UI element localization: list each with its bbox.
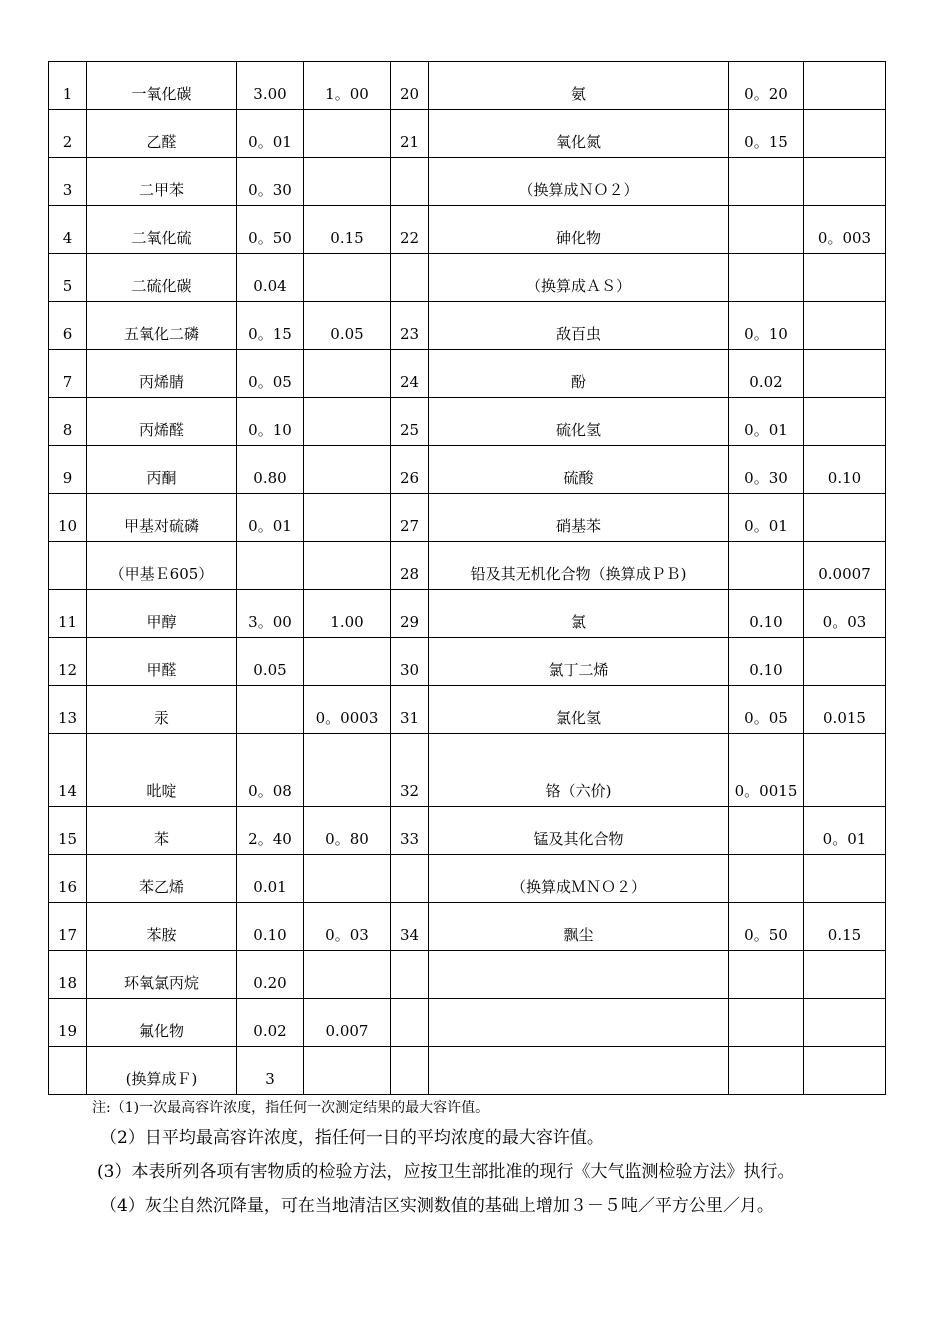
table-row xyxy=(49,807,886,855)
table-row xyxy=(49,951,886,999)
cell-left-max-once: 0。50 xyxy=(237,206,304,254)
cell-right-daily-avg xyxy=(804,110,886,158)
note-3: (3）本表所列各项有害物质的检验方法，应按卫生部批准的现行《大气监测检验方法》执行。 xyxy=(97,1162,795,1182)
cell-left-substance: 甲醛 xyxy=(87,638,237,686)
cell-right-number: 29 xyxy=(391,590,429,638)
cell-left-number: 6 xyxy=(49,302,87,350)
table-row xyxy=(49,903,886,951)
cell-left-number: 8 xyxy=(49,398,87,446)
cell-right-substance: 硫化氢 xyxy=(429,398,729,446)
cell-left-substance: 甲醇 xyxy=(87,590,237,638)
cell-left-substance: 二硫化碳 xyxy=(87,254,237,302)
cell-left-substance: 二甲苯 xyxy=(87,158,237,206)
cell-right-number xyxy=(391,855,429,903)
cell-right-max-once xyxy=(729,206,804,254)
note-2: （2）日平均最高容许浓度，指任何一日的平均浓度的最大容许值。 xyxy=(100,1128,604,1148)
table-row xyxy=(49,638,886,686)
table-row xyxy=(49,110,886,158)
cell-left-max-once xyxy=(237,542,304,590)
cell-right-max-once: 0。01 xyxy=(729,398,804,446)
cell-right-number: 25 xyxy=(391,398,429,446)
cell-right-daily-avg xyxy=(804,638,886,686)
cell-left-daily-avg: 0。03 xyxy=(304,903,391,951)
cell-left-max-once: 0.01 xyxy=(237,855,304,903)
cell-left-daily-avg xyxy=(304,254,391,302)
cell-left-max-once: 0。30 xyxy=(237,158,304,206)
cell-right-substance xyxy=(429,1047,729,1095)
cell-right-substance: 氧化氮 xyxy=(429,110,729,158)
cell-right-substance: 氯化氢 xyxy=(429,686,729,734)
cell-right-number: 32 xyxy=(391,734,429,807)
cell-left-number: 1 xyxy=(49,62,87,110)
cell-left-daily-avg: 1。00 xyxy=(304,62,391,110)
cell-left-substance: （甲基Ｅ605） xyxy=(87,542,237,590)
cell-right-max-once: 0.10 xyxy=(729,590,804,638)
cell-right-number: 30 xyxy=(391,638,429,686)
table-row xyxy=(49,302,886,350)
cell-right-max-once: 0。10 xyxy=(729,302,804,350)
table-notes xyxy=(0,1095,950,1223)
cell-left-daily-avg: 0。0003 xyxy=(304,686,391,734)
cell-right-max-once: 0。30 xyxy=(729,446,804,494)
cell-right-max-once xyxy=(729,951,804,999)
cell-left-daily-avg: 0。80 xyxy=(304,807,391,855)
cell-left-daily-avg xyxy=(304,951,391,999)
cell-right-number: 23 xyxy=(391,302,429,350)
cell-right-max-once: 0。0015 xyxy=(729,734,804,807)
cell-right-substance: 氨 xyxy=(429,62,729,110)
cell-left-daily-avg: 0.15 xyxy=(304,206,391,254)
cell-right-number xyxy=(391,999,429,1047)
cell-left-number: 10 xyxy=(49,494,87,542)
cell-left-daily-avg: 0.007 xyxy=(304,999,391,1047)
cell-right-daily-avg xyxy=(804,951,886,999)
table-row xyxy=(49,62,886,110)
cell-right-daily-avg xyxy=(804,350,886,398)
cell-right-substance: 硫酸 xyxy=(429,446,729,494)
cell-left-daily-avg xyxy=(304,110,391,158)
cell-left-substance: 甲基对硫磷 xyxy=(87,494,237,542)
cell-right-max-once: 0。15 xyxy=(729,110,804,158)
cell-left-max-once: 0。05 xyxy=(237,350,304,398)
cell-left-substance: 汞 xyxy=(87,686,237,734)
cell-right-number: 34 xyxy=(391,903,429,951)
cell-right-number xyxy=(391,1047,429,1095)
cell-left-substance: 乙醛 xyxy=(87,110,237,158)
cell-left-max-once: 0.04 xyxy=(237,254,304,302)
cell-right-number: 22 xyxy=(391,206,429,254)
table-row xyxy=(49,999,886,1047)
cell-right-daily-avg xyxy=(804,254,886,302)
cell-left-number: 13 xyxy=(49,686,87,734)
cell-right-substance xyxy=(429,999,729,1047)
note-4: （4）灰尘自然沉降量，可在当地清洁区实测数值的基础上增加３－５吨／平方公里／月。 xyxy=(100,1196,774,1216)
cell-left-daily-avg xyxy=(304,158,391,206)
cell-right-daily-avg xyxy=(804,158,886,206)
table-row xyxy=(49,542,886,590)
cell-right-substance xyxy=(429,951,729,999)
cell-left-max-once: 0.20 xyxy=(237,951,304,999)
table-row xyxy=(49,734,886,807)
cell-left-daily-avg xyxy=(304,350,391,398)
cell-left-max-once: 0.10 xyxy=(237,903,304,951)
cell-left-daily-avg xyxy=(304,542,391,590)
cell-left-number: 7 xyxy=(49,350,87,398)
cell-right-max-once: 0。20 xyxy=(729,62,804,110)
cell-right-substance: 硝基苯 xyxy=(429,494,729,542)
cell-left-daily-avg: 0.05 xyxy=(304,302,391,350)
cell-right-substance: 酚 xyxy=(429,350,729,398)
cell-right-number: 27 xyxy=(391,494,429,542)
table-row xyxy=(49,206,886,254)
cell-right-substance: 铬（六价) xyxy=(429,734,729,807)
cell-right-daily-avg xyxy=(804,302,886,350)
cell-left-number: 11 xyxy=(49,590,87,638)
cell-left-max-once: 0.80 xyxy=(237,446,304,494)
table-row xyxy=(49,590,886,638)
cell-right-max-once xyxy=(729,254,804,302)
cell-right-number: 24 xyxy=(391,350,429,398)
cell-left-max-once: 0。15 xyxy=(237,302,304,350)
cell-left-substance: 丙烯醛 xyxy=(87,398,237,446)
cell-left-max-once: 0.05 xyxy=(237,638,304,686)
table-row xyxy=(49,158,886,206)
cell-right-substance: 敌百虫 xyxy=(429,302,729,350)
cell-right-daily-avg: 0.10 xyxy=(804,446,886,494)
cell-right-max-once xyxy=(729,1047,804,1095)
cell-left-daily-avg xyxy=(304,855,391,903)
cell-left-substance: 丙酮 xyxy=(87,446,237,494)
cell-right-substance: 砷化物 xyxy=(429,206,729,254)
cell-left-daily-avg xyxy=(304,638,391,686)
cell-right-daily-avg xyxy=(804,494,886,542)
cell-right-daily-avg xyxy=(804,855,886,903)
cell-right-substance: 氯丁二烯 xyxy=(429,638,729,686)
cell-right-daily-avg: 0.15 xyxy=(804,903,886,951)
note-1: 注:（1)一次最高容许浓度，指任何一次测定结果的最大容许值。 xyxy=(92,1100,490,1116)
cell-left-daily-avg xyxy=(304,734,391,807)
cell-right-max-once xyxy=(729,999,804,1047)
cell-left-substance: 苯乙烯 xyxy=(87,855,237,903)
pollutant-limits-table xyxy=(48,61,886,1095)
cell-right-substance: 飘尘 xyxy=(429,903,729,951)
cell-left-max-once: 0。01 xyxy=(237,494,304,542)
cell-left-number xyxy=(49,1047,87,1095)
cell-left-max-once: 0。01 xyxy=(237,110,304,158)
cell-left-number: 15 xyxy=(49,807,87,855)
cell-left-daily-avg: 1.00 xyxy=(304,590,391,638)
cell-right-max-once: 0。05 xyxy=(729,686,804,734)
table-row xyxy=(49,398,886,446)
table-row xyxy=(49,855,886,903)
cell-right-substance: （换算成ＡＳ） xyxy=(429,254,729,302)
cell-right-substance: 锰及其化合物 xyxy=(429,807,729,855)
cell-right-daily-avg xyxy=(804,999,886,1047)
cell-right-daily-avg: 0。01 xyxy=(804,807,886,855)
cell-right-substance: （换算成ＮＯ２） xyxy=(429,158,729,206)
cell-left-number: 19 xyxy=(49,999,87,1047)
cell-right-daily-avg: 0。003 xyxy=(804,206,886,254)
cell-left-max-once: 0.02 xyxy=(237,999,304,1047)
cell-left-number: 14 xyxy=(49,734,87,807)
cell-left-number: 12 xyxy=(49,638,87,686)
cell-right-daily-avg: 0.015 xyxy=(804,686,886,734)
cell-left-substance: 环氧氯丙烷 xyxy=(87,951,237,999)
cell-left-daily-avg xyxy=(304,1047,391,1095)
cell-right-max-once xyxy=(729,158,804,206)
cell-right-max-once: 0.10 xyxy=(729,638,804,686)
cell-left-substance: 氟化物 xyxy=(87,999,237,1047)
cell-left-number: 3 xyxy=(49,158,87,206)
cell-right-number: 31 xyxy=(391,686,429,734)
cell-right-max-once: 0。01 xyxy=(729,494,804,542)
table-row xyxy=(49,254,886,302)
cell-left-substance: 二氧化硫 xyxy=(87,206,237,254)
cell-left-number: 9 xyxy=(49,446,87,494)
cell-right-number: 28 xyxy=(391,542,429,590)
cell-left-max-once: 2。40 xyxy=(237,807,304,855)
cell-right-substance: 铅及其无机化合物（换算成ＰＢ) xyxy=(429,542,729,590)
cell-left-daily-avg xyxy=(304,494,391,542)
cell-right-daily-avg xyxy=(804,62,886,110)
cell-right-max-once xyxy=(729,855,804,903)
cell-left-max-once: 3 xyxy=(237,1047,304,1095)
cell-right-number: 20 xyxy=(391,62,429,110)
cell-right-number xyxy=(391,951,429,999)
cell-right-daily-avg xyxy=(804,734,886,807)
cell-left-substance: 丙烯腈 xyxy=(87,350,237,398)
cell-left-max-once: 0。08 xyxy=(237,734,304,807)
cell-left-number xyxy=(49,542,87,590)
cell-left-max-once: 3.00 xyxy=(237,62,304,110)
table-row xyxy=(49,350,886,398)
table-row xyxy=(49,446,886,494)
cell-right-number: 33 xyxy=(391,807,429,855)
cell-right-max-once xyxy=(729,542,804,590)
cell-left-daily-avg xyxy=(304,446,391,494)
cell-left-max-once: 3。00 xyxy=(237,590,304,638)
cell-left-substance: 苯 xyxy=(87,807,237,855)
cell-right-max-once xyxy=(729,807,804,855)
cell-left-number: 5 xyxy=(49,254,87,302)
cell-right-substance: （换算成ＭＮＯ２） xyxy=(429,855,729,903)
cell-left-number: 16 xyxy=(49,855,87,903)
cell-left-substance: 一氧化碳 xyxy=(87,62,237,110)
cell-left-number: 4 xyxy=(49,206,87,254)
table-row xyxy=(49,1047,886,1095)
cell-left-number: 17 xyxy=(49,903,87,951)
cell-right-substance: 氯 xyxy=(429,590,729,638)
cell-right-daily-avg: 0.0007 xyxy=(804,542,886,590)
cell-right-daily-avg xyxy=(804,1047,886,1095)
cell-left-substance: 吡啶 xyxy=(87,734,237,807)
cell-right-daily-avg xyxy=(804,398,886,446)
cell-right-number xyxy=(391,158,429,206)
cell-right-number xyxy=(391,254,429,302)
cell-left-daily-avg xyxy=(304,398,391,446)
cell-left-number: 2 xyxy=(49,110,87,158)
cell-right-max-once: 0。50 xyxy=(729,903,804,951)
cell-left-max-once: 0。10 xyxy=(237,398,304,446)
cell-left-substance: 五氧化二磷 xyxy=(87,302,237,350)
cell-right-number: 26 xyxy=(391,446,429,494)
cell-left-substance: (换算成Ｆ) xyxy=(87,1047,237,1095)
table-row xyxy=(49,494,886,542)
cell-right-daily-avg: 0。03 xyxy=(804,590,886,638)
cell-right-number: 21 xyxy=(391,110,429,158)
table-row xyxy=(49,686,886,734)
cell-left-number: 18 xyxy=(49,951,87,999)
cell-left-max-once xyxy=(237,686,304,734)
cell-right-max-once: 0.02 xyxy=(729,350,804,398)
cell-left-substance: 苯胺 xyxy=(87,903,237,951)
